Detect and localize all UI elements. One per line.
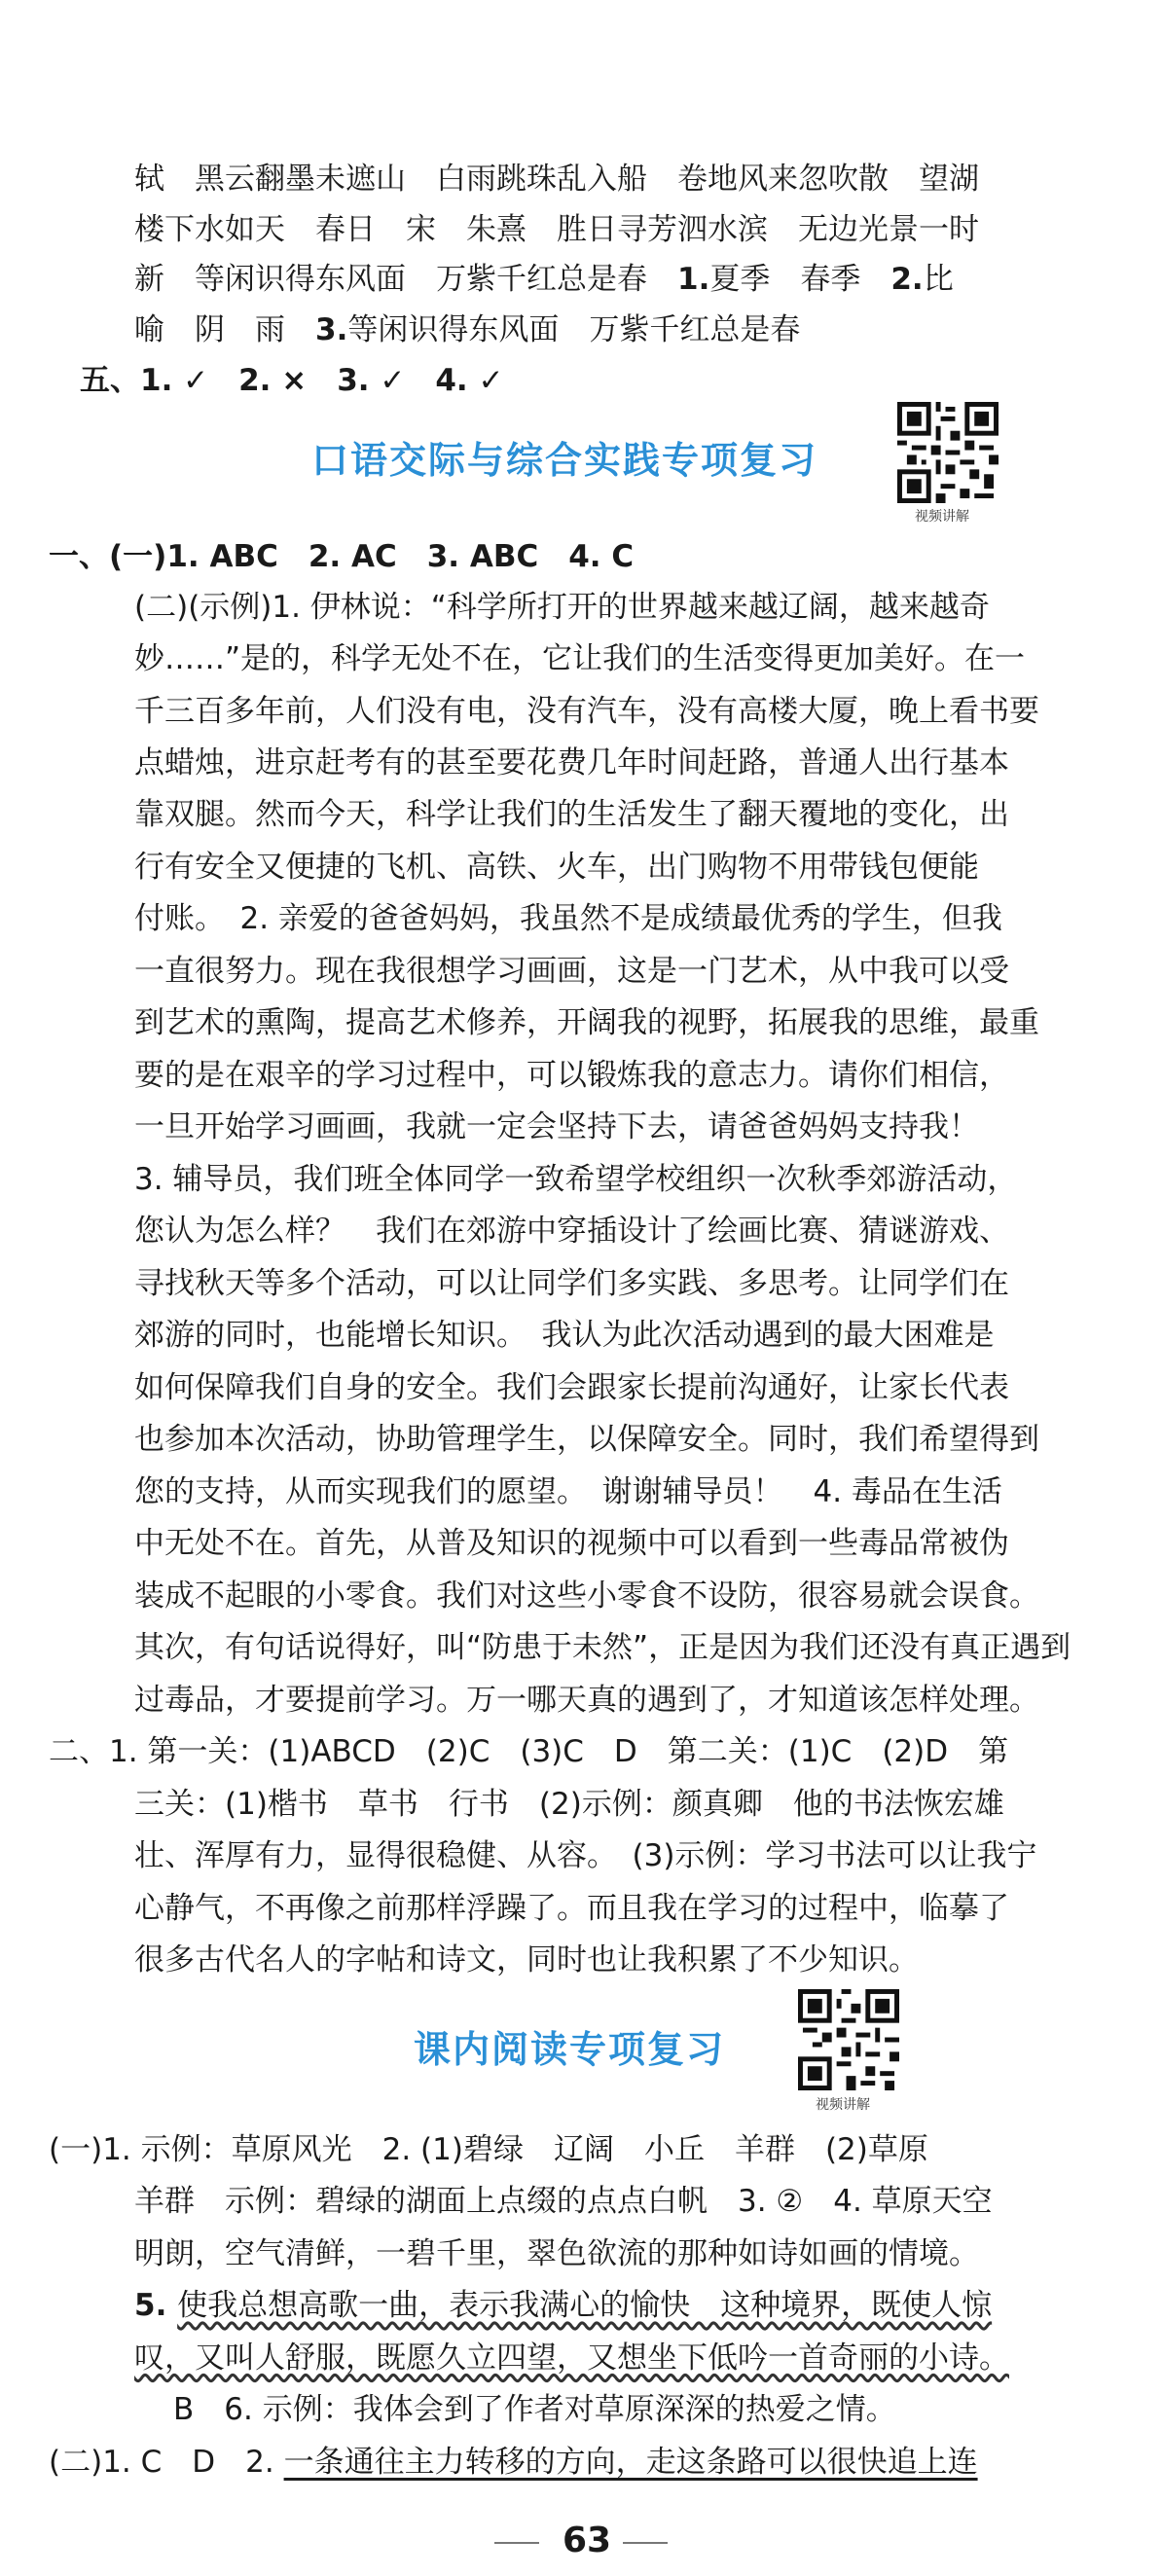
- s2-line-underlined: 5. 使我总想高歌一曲，表示我满心的愉快 这种境界，既使人惊: [134, 2288, 993, 2324]
- s1-line: 如何保障我们自身的安全。我们会跟家长提前沟通好，让家长代表: [134, 1369, 1009, 1405]
- s2-line: B 6. 示例：我体会到了作者对草原深深的热爱之情。: [173, 2392, 896, 2428]
- poem-line-4: 喻 阴 雨 3.等闲识得东风面 万紫千红总是春: [134, 311, 801, 347]
- s1-line: 千三百多年前，人们没有电，没有汽车，没有高楼大厦，晚上看书要: [134, 693, 1039, 729]
- s1-line: 其次，有句话说得好，叫“防患于未然”，正是因为我们还没有真正遇到: [134, 1630, 1071, 1666]
- page-dash-right: [623, 2542, 668, 2544]
- poem-line-3: 新 等闲识得东风面 万紫千红总是春 1.夏季 春季 2.比: [134, 262, 954, 298]
- s2-line: 明朗，空气清鲜，一碧千里，翠色欲流的那种如诗如画的情境。: [134, 2235, 979, 2271]
- page-dash-left: [494, 2542, 539, 2544]
- s1-line: 郊游的同时，也能增长知识。 我认为此次活动遇到的最大困难是: [134, 1318, 995, 1354]
- s1-line: 过毒品，才要提前学习。万一哪天真的遇到了，才知道该怎样处理。: [134, 1682, 1039, 1718]
- s1-line: 心静气，不再像之前那样浮躁了。而且我在学习的过程中，临摹了: [134, 1890, 1009, 1926]
- s1-line: 装成不起眼的小零食。我们对这些小零食不设防，很容易就会误食。: [134, 1578, 1039, 1614]
- s1-line: 中无处不在。首先，从普及知识的视频中可以看到一些毒品常被伪: [134, 1526, 1009, 1562]
- poem-line-1: 轼 黑云翻墨未遮山 白雨跳珠乱入船 卷地风来忽吹散 望湖: [134, 162, 979, 198]
- qr-caption: 视频讲解: [816, 2096, 870, 2113]
- s1-line: 付账。 2. 亲爱的爸爸妈妈，我虽然不是成绩最优秀的学生，但我: [134, 901, 1002, 937]
- s1-line: 行有安全又便捷的飞机、高铁、火车，出门购物不用带钱包便能: [134, 849, 979, 885]
- s1-line: 要的是在艰辛的学习过程中，可以锻炼我的意志力。请你们相信，: [134, 1057, 1009, 1093]
- s1-line: 您的支持，从而实现我们的愿望。 谢谢辅导员！ 4. 毒品在生活: [134, 1473, 1002, 1509]
- s1-line: 您认为怎么样？ 我们在郊游中穿插设计了绘画比赛、猜谜游戏、: [134, 1214, 1009, 1250]
- qr-code-icon[interactable]: [897, 402, 999, 503]
- s2-line: (一)1. 示例：草原风光 2. (1)碧绿 辽阔 小丘 羊群 (2)草原: [49, 2131, 928, 2167]
- s1-line: 到艺术的熏陶，提高艺术修养，开阔我的视野，拓展我的思维，最重: [134, 1005, 1039, 1041]
- section-title-reading: 课内阅读专项复习: [414, 2027, 726, 2071]
- section-title-oral-communication: 口语交际与综合实践专项复习: [311, 438, 818, 482]
- s1-line: 一、(一)1. ABC 2. AC 3. ABC 4. C: [49, 538, 635, 574]
- s1-line: 点蜡烛，进京赶考有的甚至要花费几年时间赶路，普通人出行基本: [134, 745, 1009, 780]
- s2-line: 羊群 示例：碧绿的湖面上点缀的点点白帆 3. ② 4. 草原天空: [134, 2184, 993, 2220]
- s1-line: 一直很努力。现在我很想学习画画，这是一门艺术，从中我可以受: [134, 953, 1009, 989]
- s2-line: (二)1. C D 2. 一条通往主力转移的方向，走这条路可以很快追上连: [49, 2444, 978, 2480]
- s1-line: (二)(示例)1. 伊林说：“科学所打开的世界越来越辽阔，越来越奇: [134, 589, 990, 625]
- s1-line: 靠双腿。然而今天，科学让我们的生活发生了翻天覆地的变化，出: [134, 797, 1009, 833]
- page-number: 63: [563, 2521, 612, 2560]
- part-five-answers: 五、1. ✓ 2. × 3. ✓ 4. ✓: [80, 362, 504, 398]
- qr-code-icon[interactable]: [798, 1989, 899, 2090]
- s1-line: 三关：(1)楷书 草书 行书 (2)示例：颜真卿 他的书法恢宏雄: [134, 1786, 1004, 1822]
- s1-line: 寻找秋天等多个活动，可以让同学们多实践、多思考。让同学们在: [134, 1265, 1009, 1301]
- s1-line: 也参加本次活动，协助管理学生，以保障安全。同时，我们希望得到: [134, 1422, 1039, 1458]
- s1-line: 二、1. 第一关：(1)ABCD (2)C (3)C D 第二关：(1)C (2)D 第: [49, 1734, 1009, 1770]
- s1-line: 一旦开始学习画画，我就一定会坚持下去，请爸爸妈妈支持我！: [134, 1109, 979, 1145]
- s1-line: 妙……”是的，科学无处不在，它让我们的生活变得更加美好。在一: [134, 641, 1026, 677]
- qr-caption: 视频讲解: [915, 509, 969, 526]
- s1-line: 3. 辅导员，我们班全体同学一致希望学校组织一次秋季郊游活动，: [134, 1161, 1018, 1197]
- s1-line: 很多古代名人的字帖和诗文，同时也让我积累了不少知识。: [134, 1942, 919, 1978]
- poem-line-2: 楼下水如天 春日 宋 朱熹 胜日寻芳泗水滨 无边光景一时: [134, 211, 979, 247]
- s1-line: 壮、浑厚有力，显得很稳健、从容。 (3)示例：学习书法可以让我宁: [134, 1838, 1037, 1874]
- s2-line-underlined: 叹，又叫人舒服，既愿久立四望，又想坐下低吟一首奇丽的小诗。: [134, 2340, 1009, 2376]
